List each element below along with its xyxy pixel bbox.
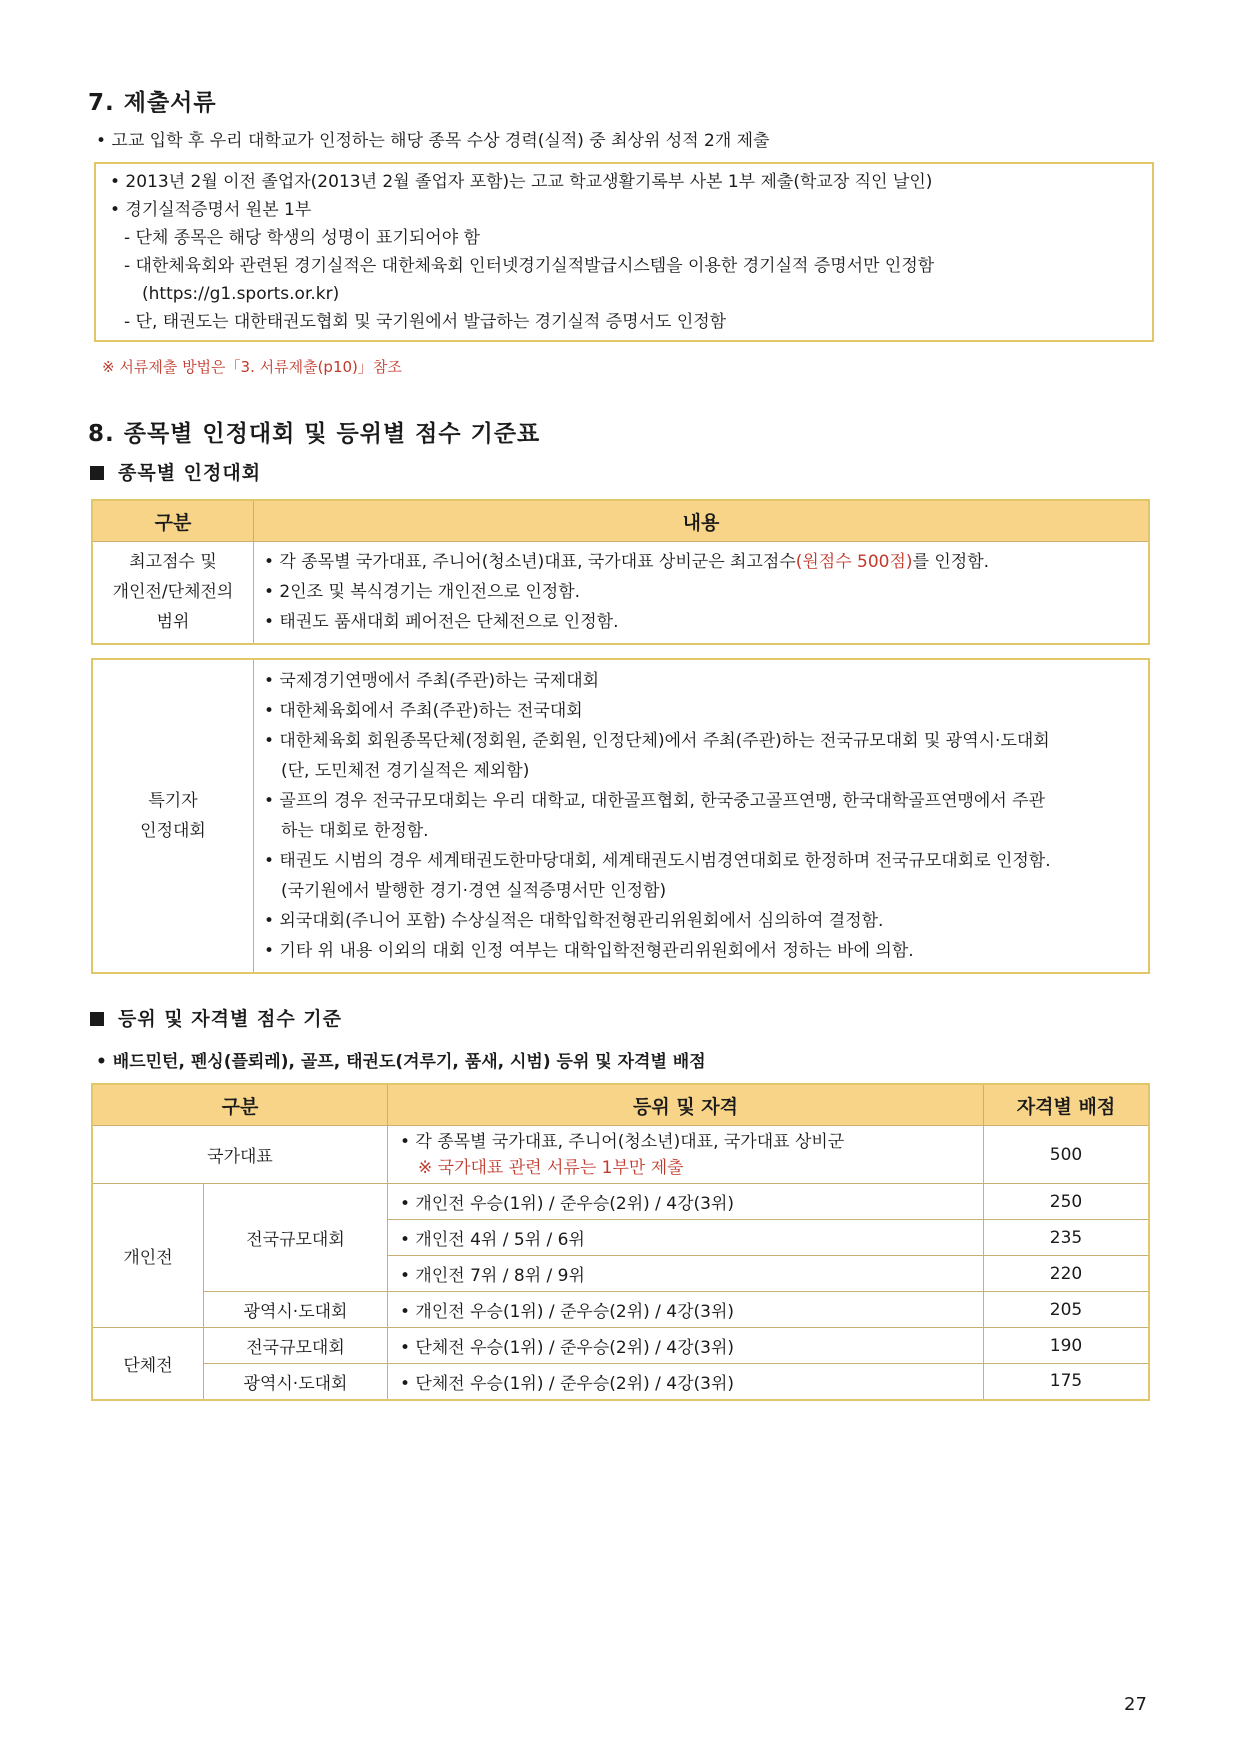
metro-label: 광역시·도대회 <box>204 1292 388 1328</box>
header-content: 내용 <box>254 500 1150 542</box>
score-cell: 190 <box>984 1328 1150 1364</box>
team-label: 단체전 <box>92 1328 204 1400</box>
header-category: 구분 <box>92 1084 388 1126</box>
recognized-competitions-table <box>91 658 1150 974</box>
box-line: - 단, 태권도는 대한태권도협회 및 국기원에서 발급하는 경기실적 증명서도 인정함 <box>124 312 727 332</box>
scoring-sports-bullet: • 배드민턴, 펜싱(플뢰레), 골프, 태권도(겨루기, 품새, 시범) 등위 및 자격별 배점 <box>96 1052 706 1072</box>
header-score: 자격별 배점 <box>984 1084 1150 1126</box>
competitions-label-cell: 특기자 인정대회 <box>92 659 254 973</box>
section8-title: 8. 종목별 인정대회 및 등위별 점수 기준표 <box>88 421 541 447</box>
score-cell: 250 <box>984 1184 1150 1220</box>
national-team-note: ※ 국가대표 관련 서류는 1부만 제출 <box>418 1157 684 1178</box>
header-rank: 등위 및 자격 <box>388 1084 984 1126</box>
subsection-title: 종목별 인정대회 <box>90 458 261 485</box>
box-line: • 경기실적증명서 원본 1부 <box>110 200 312 220</box>
rank-desc-cell: • 개인전 우승(1위) / 준우승(2위) / 4강(3위) <box>388 1292 984 1328</box>
rank-desc-cell: • 개인전 4위 / 5위 / 6위 <box>388 1220 984 1256</box>
rank-desc-cell: • 개인전 우승(1위) / 준우승(2위) / 4강(3위) <box>388 1184 984 1220</box>
box-line: - 대한체육회와 관련된 경기실적은 대한체육회 인터넷경기실적발급시스템을 이용한 경기실적 증명서만 인정함 <box>124 256 935 276</box>
list-item: • 각 종목별 국가대표, 주니어(청소년)대표, 국가대표 상비군은 최고점수(원점수 500점)를 인정함. <box>264 552 990 573</box>
score-cell: 205 <box>984 1292 1150 1328</box>
score-cell: 500 <box>984 1126 1150 1184</box>
subsection-title: 등위 및 자격별 점수 기준 <box>90 1004 342 1031</box>
nationwide-label: 전국규모대회 <box>204 1184 388 1292</box>
nationwide-label: 전국규모대회 <box>204 1328 388 1364</box>
competitions-content-cell <box>254 659 1150 973</box>
list-item: • 외국대회(주니어 포함) 수상실적은 대학입학전형관리위원회에서 심의하여 결정함. <box>264 911 884 931</box>
box-line: - 단체 종목은 해당 학생의 성명이 표기되어야 함 <box>124 228 480 248</box>
list-item: • 골프의 경우 전국규모대회는 우리 대학교, 대한골프협회, 한국중고골프연맹, 한국대학골프연맹에서 주관 <box>264 791 1046 811</box>
national-team-desc: • 각 종목별 국가대표, 주니어(청소년)대표, 국가대표 상비군 ※ 국가대표 관련 서류는 1부만 제출 <box>388 1126 984 1184</box>
list-item: • 대한체육회 회원종목단체(정회원, 준회원, 인정단체)에서 주최(주관)하는 전국규모대회 및 광역시·도대회 <box>264 731 1050 751</box>
score-cell: 235 <box>984 1220 1150 1256</box>
rank-desc-cell: • 단체전 우승(1위) / 준우승(2위) / 4강(3위) <box>388 1364 984 1400</box>
metro-label: 광역시·도대회 <box>204 1364 388 1400</box>
individual-label: 개인전 <box>92 1184 204 1328</box>
list-item: • 태권도 시범의 경우 세계태권도한마당대회, 세계태권도시범경연대회로 한정하며 전국규모대회로 인정함. <box>264 851 1051 871</box>
page-number: 27 <box>1124 1694 1147 1715</box>
score-cell: 220 <box>984 1256 1150 1292</box>
section7-title: 7. 제출서류 <box>88 90 217 116</box>
list-item: • 태권도 품새대회 페어전은 단체전으로 인정함. <box>264 612 619 633</box>
list-item-continuation: (국기원에서 발행한 경기·경연 실적증명서만 인정함) <box>281 881 667 901</box>
box-line-url: (https://g1.sports.or.kr) <box>142 284 340 304</box>
submission-requirements-box <box>94 162 1154 342</box>
list-item: • 국제경기연맹에서 주최(주관)하는 국제대회 <box>264 671 600 691</box>
rank-desc-cell: • 단체전 우승(1위) / 준우승(2위) / 4강(3위) <box>388 1328 984 1364</box>
square-bullet-icon <box>90 1012 104 1026</box>
scope-content-cell <box>254 542 1150 644</box>
square-bullet-icon <box>90 466 104 480</box>
scoring-table <box>91 1083 1150 1401</box>
list-item-continuation: 하는 대회로 한정함. <box>281 821 429 841</box>
rank-desc-cell: • 개인전 7위 / 8위 / 9위 <box>388 1256 984 1292</box>
list-item: • 대한체육회에서 주최(주관)하는 전국대회 <box>264 701 583 721</box>
scope-label-cell: 최고점수 및 개인전/단체전의 범위 <box>92 542 254 644</box>
box-line: • 2013년 2월 이전 졸업자(2013년 2월 졸업자 포함)는 고교 학교생활기록부 사본 1부 제출(학교장 직인 날인) <box>110 172 933 192</box>
list-item: • 기타 위 내용 이외의 대회 인정 여부는 대학입학전형관리위원회에서 정하는 바에 의함. <box>264 941 914 961</box>
national-team-label: 국가대표 <box>92 1126 388 1184</box>
submission-note: ※ 서류제출 방법은「3. 서류제출(p10)」참조 <box>102 358 402 376</box>
section7-intro: • 고교 입학 후 우리 대학교가 인정하는 해당 종목 수상 경력(실적) 중 최상위 성적 2개 제출 <box>96 131 770 151</box>
list-item-continuation: (단, 도민체전 경기실적은 제외함) <box>281 761 530 781</box>
scope-table <box>91 499 1150 645</box>
header-category: 구분 <box>92 500 254 542</box>
highlight-text: (원점수 500점) <box>795 552 913 573</box>
score-cell: 175 <box>984 1364 1150 1400</box>
list-item: • 2인조 및 복식경기는 개인전으로 인정함. <box>264 582 581 603</box>
